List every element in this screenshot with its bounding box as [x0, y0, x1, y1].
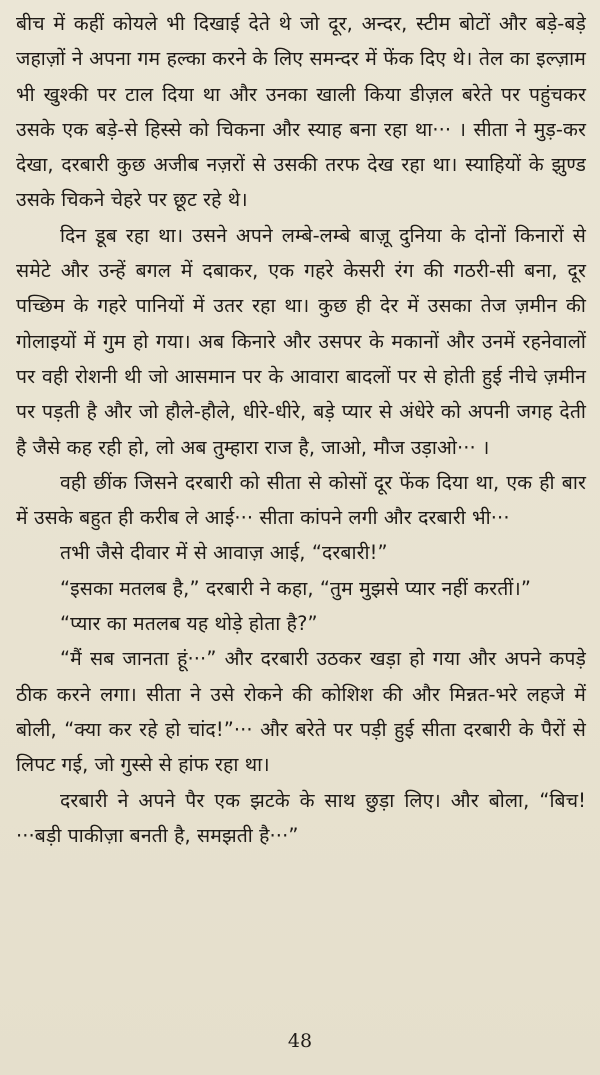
body-text [16, 6, 586, 853]
paragraph-5: “इसका मतलब है,” दरबारी ने कहा, “तुम मुझसे प्यार नहीं करतीं।” [60, 576, 531, 600]
paragraph-2: दिन डूब रहा था। उसने अपने लम्बे-लम्बे बाज़ू दुनिया के दोनों किनारों से समेटे और उन्हें बगल में दबाकर, एक गहरे केसरी रंग की गठरी-सी बना, दूर पच्छिम के गहरे पानियों में उतर रहा था। कुछ ही देर में उसका तेज ज़मीन की गोलाइयों में गुम हो गया। अब किनारे और उसपर के मकानों और उनमें रहनेवालों पर वही रोशनी थी जो आसमान पर के आवारा बादलों पर से होती हुई नीचे ज़मीन पर पड़ती है और जो हौले-हौले, धीरे-धीरे, बड़े प्यार से अंधेरे को अपनी जगह देती है जैसे कह रही हो, लो अब तुम्हारा राज है, जाओ, मौज उड़ाओ··· । [16, 223, 586, 459]
paragraph-6: “प्यार का मतलब यह थोड़े होता है?” [60, 612, 318, 636]
paragraph-8: दरबारी ने अपने पैर एक झटके के साथ छुड़ा लिए। और बोला, “बिच!···बड़ी पाकीज़ा बनती है, समझती है···” [16, 788, 586, 847]
paragraph-1: बीच में कहीं कोयले भी दिखाई देते थे जो दूर, अन्दर, स्टीम बोटों और बड़े-बड़े जहाज़ों ने अपना गम हल्का करने के लिए समन्दर में फेंक दिए थे। तेल का इल्ज़ाम भी खुश्की पर टाल दिया था और उनका खाली किया डीज़ल बरेते पर पहुंचकर उसके एक बड़े-से हिस्से को चिकना और स्याह बना रहा था··· । सीता ने मुड़-कर देखा, दरबारी कुछ अजीब नज़रों से उसकी तरफ देख रहा था। स्याहियों के झुण्ड उसके चिकने चेहरे पर छूट रहे थे। [16, 12, 586, 212]
paragraph-3: वही छींक जिसने दरबारी को सीता से कोसों दूर फेंक दिया था, एक ही बार में उसके बहुत ही करीब ले आई··· सीता कांपने लगी और दरबारी भी··· [16, 470, 586, 530]
page-number: 48 [287, 1030, 313, 1052]
paragraph-4: तभी जैसे दीवार में से आवाज़ आई, “दरबारी!” [60, 541, 388, 565]
paragraph-7: “मैं सब जानता हूं···” और दरबारी उठकर खड़ा हो गया और अपने कपड़े ठीक करने लगा। सीता ने उसे रोकने की कोशिश की और मिन्नत-भरे लहजे में बोली, “क्या कर रहे हो चांद!”··· और बरेते पर पड़ी हुई सीता दरबारी के पैरों से लिपट गई, जो गुस्से से हांफ रहा था। [16, 647, 586, 777]
